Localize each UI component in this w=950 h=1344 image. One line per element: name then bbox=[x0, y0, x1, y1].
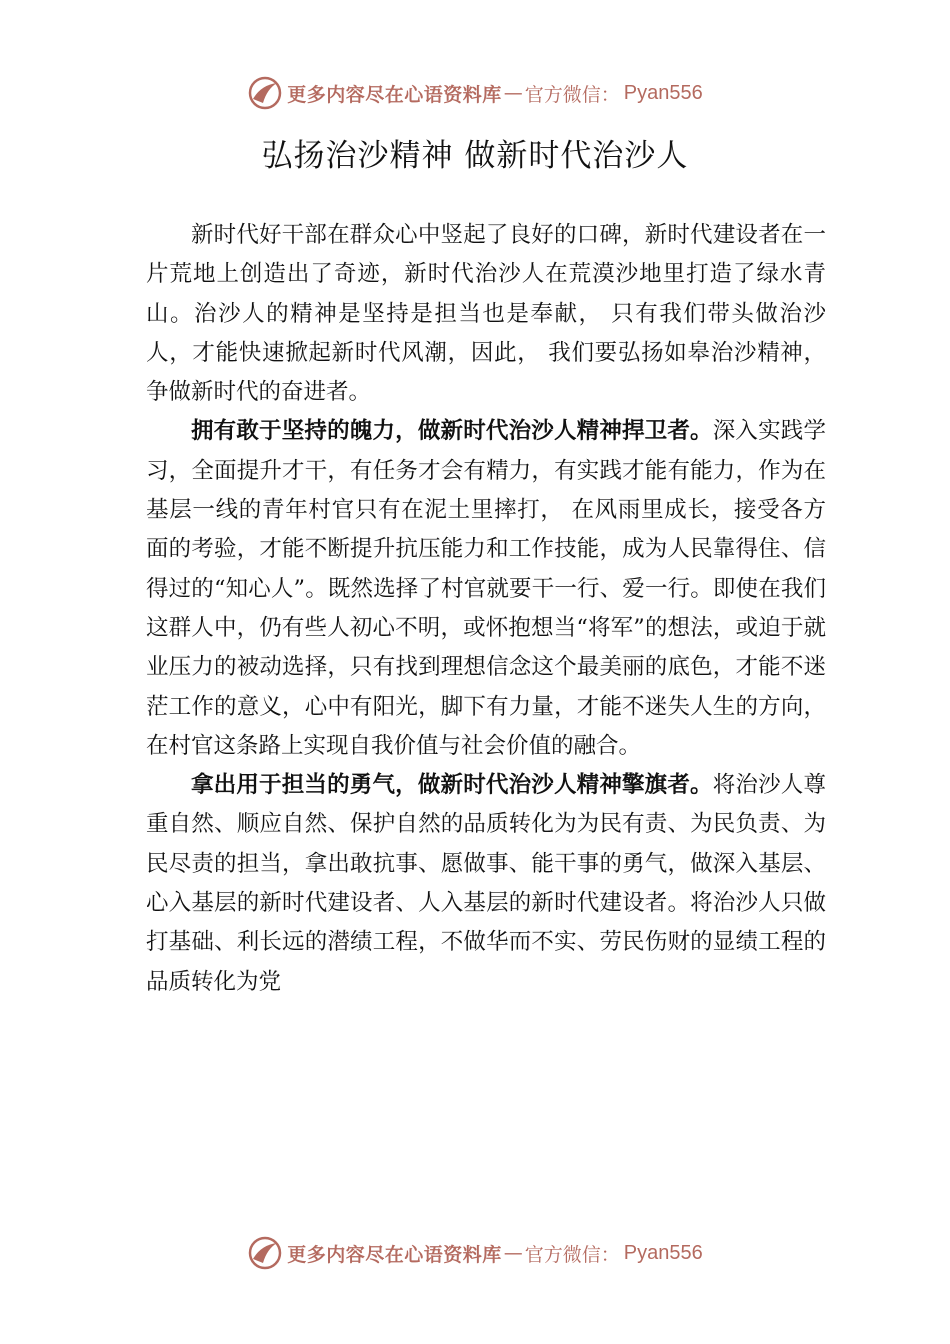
paragraph-text: 新时代好干部在群众心中竖起了良好的口碑，新时代建设者在一片荒地上创造出了奇迹，新时代治沙人在荒漠沙地里打造了绿水青山。治沙人的精神是坚持是担当也是奉献， 只有我们带头做治沙人，才能快速掀起新时代风潮，因此， 我们要弘扬如皋治沙精神，争做新时代的奋进者。 bbox=[146, 222, 826, 406]
banner-dash: — bbox=[503, 82, 523, 104]
banner-wechat-id: Pyan556 bbox=[623, 1241, 703, 1264]
paragraph-2 bbox=[146, 412, 826, 766]
paragraph-text: 将治沙人尊重自然、顺应自然、保护自然的品质转化为为民有责、为民负责、为民尽责的担当，拿出敢抗事、愿做事、能干事的勇气，做深入基层、心入基层的新时代建设者、人入基层的新时代建设者。将治沙人只做打基础、利长远的潜绩工程，不做华而不实、劳民伤财的显绩工程的品质转化为党 bbox=[146, 772, 826, 995]
banner-text: 更多内容尽在心语资料库 bbox=[287, 83, 502, 106]
document-title: 弘扬治沙精神 做新时代治沙人 bbox=[261, 138, 689, 174]
footer-banner bbox=[0, 1233, 950, 1273]
paragraph-lead: 拿出用于担当的勇气，做新时代治沙人精神擎旗者。 bbox=[191, 772, 713, 799]
paragraph-3 bbox=[146, 766, 826, 1002]
banner-label: 官方微信： bbox=[524, 1243, 620, 1266]
paragraph-lead: 拥有敢于坚持的魄力，做新时代治沙人精神捍卫者。 bbox=[191, 418, 713, 445]
banner-text: 更多内容尽在心语资料库 bbox=[287, 1243, 502, 1266]
banner-label: 官方微信： bbox=[524, 83, 620, 106]
header-banner bbox=[0, 73, 950, 113]
paragraph-1 bbox=[146, 216, 826, 412]
brand-logo-icon bbox=[247, 1235, 283, 1271]
paragraph-text: 深入实践学习，全面提升才干，有任务才会有精力，有实践才能有能力，作为在基层一线的青年村官只有在泥土里摔打， 在风雨里成长，接受各方面的考验，才能不断提升抗压能力和工作技能，成为人民靠得住、信得过的“知心人”。既然选择了村官就要干一行、爱一行。即使在我们这群人中，仍有些人初心不明，或怀抱想当“将军”的想法，或迫于就业压力的被动选择，只有找到理想信念这个最美丽的底色，才能不迷茫工作的意义，心中有阳光，脚下有力量，才能不迷失人生的方向，在村官这条路上实现自我价值与社会价值的融合。 bbox=[146, 418, 826, 759]
brand-logo-icon bbox=[247, 75, 283, 111]
banner-wechat-id: Pyan556 bbox=[623, 81, 703, 104]
banner-dash: — bbox=[503, 1242, 523, 1264]
document-body bbox=[146, 216, 826, 1002]
